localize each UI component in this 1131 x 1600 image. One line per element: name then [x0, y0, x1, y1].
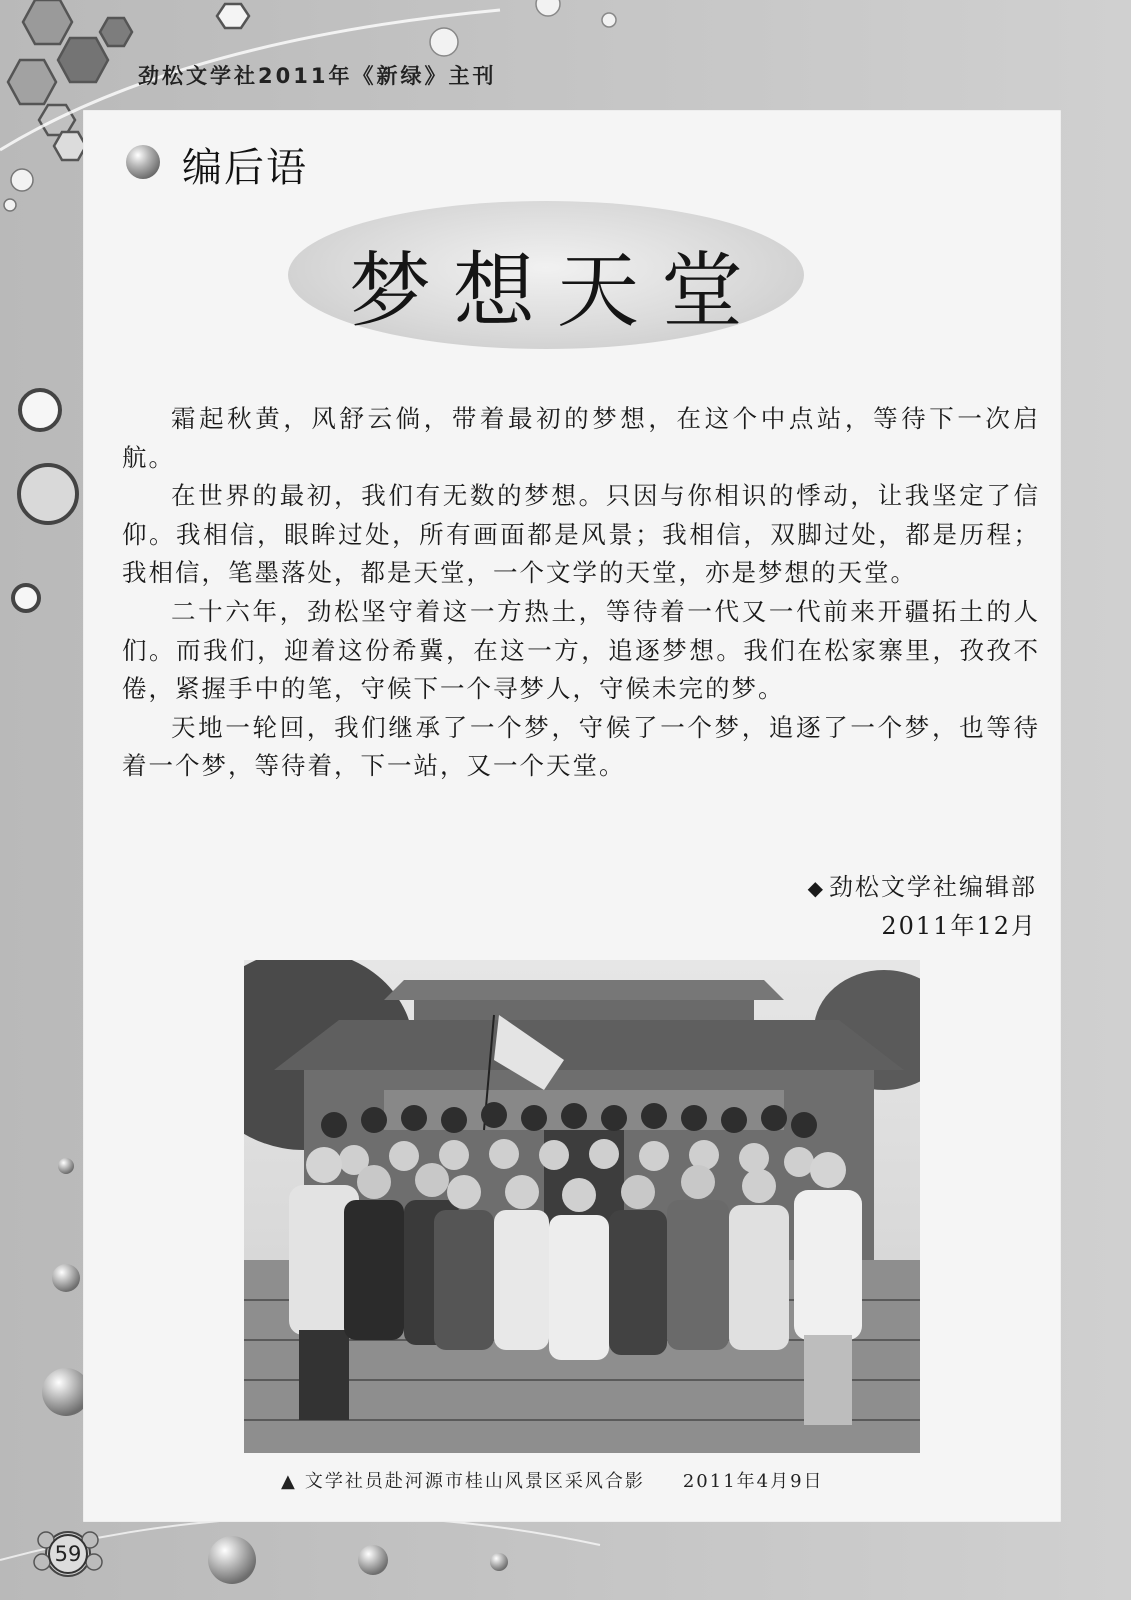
section-title: 编后语	[182, 145, 308, 191]
triangle-icon: ▲	[281, 1471, 297, 1492]
caption-text: 文学社员赴河源市桂山风景区采风合影	[304, 1471, 645, 1492]
paragraph: 天地一轮回，我们继承了一个梦，守候了一个梦，追逐了一个梦，也等待着一个梦，等待着，下一站，又一个天堂。	[122, 712, 1040, 781]
caption-date: 2011年4月9日	[682, 1471, 824, 1492]
paragraph: 二十六年，劲松坚守着这一方热土，等待着一代又一代前来开疆拓土的人们。而我们，迎着这份希冀，在这一方，追逐梦想。我们在松家寨里，孜孜不倦，紧握手中的笔，守候下一个寻梦人，守候未完的梦。	[122, 596, 1040, 704]
article-body	[122, 400, 1040, 786]
group-photo	[244, 960, 920, 1453]
page-number: 59	[54, 1542, 82, 1566]
article-title: 梦想天堂	[348, 244, 765, 339]
section-bullet-icon	[126, 145, 160, 179]
signature-block	[808, 868, 1037, 945]
photo-caption	[281, 1467, 824, 1493]
diamond-icon: ◆	[807, 876, 825, 900]
group-photo-image	[244, 960, 920, 1453]
paragraph: 霜起秋黄，风舒云倘，带着最初的梦想，在这个中点站，等待下一次启航。	[122, 404, 1040, 472]
signature-author: 劲松文学社编辑部	[829, 873, 1037, 901]
signature-date: 2011年12月	[881, 912, 1037, 940]
paragraph: 在世界的最初，我们有无数的梦想。只因与你相识的悸动，让我坚定了信仰。我相信，眼眸过处，所有画面都是风景；我相信，双脚过处，都是历程；我相信，笔墨落处，都是天堂，一个文学的天堂，亦是梦想的天堂。	[122, 481, 1040, 588]
running-header: 劲松文学社2011年《新绿》主刊	[138, 64, 497, 88]
